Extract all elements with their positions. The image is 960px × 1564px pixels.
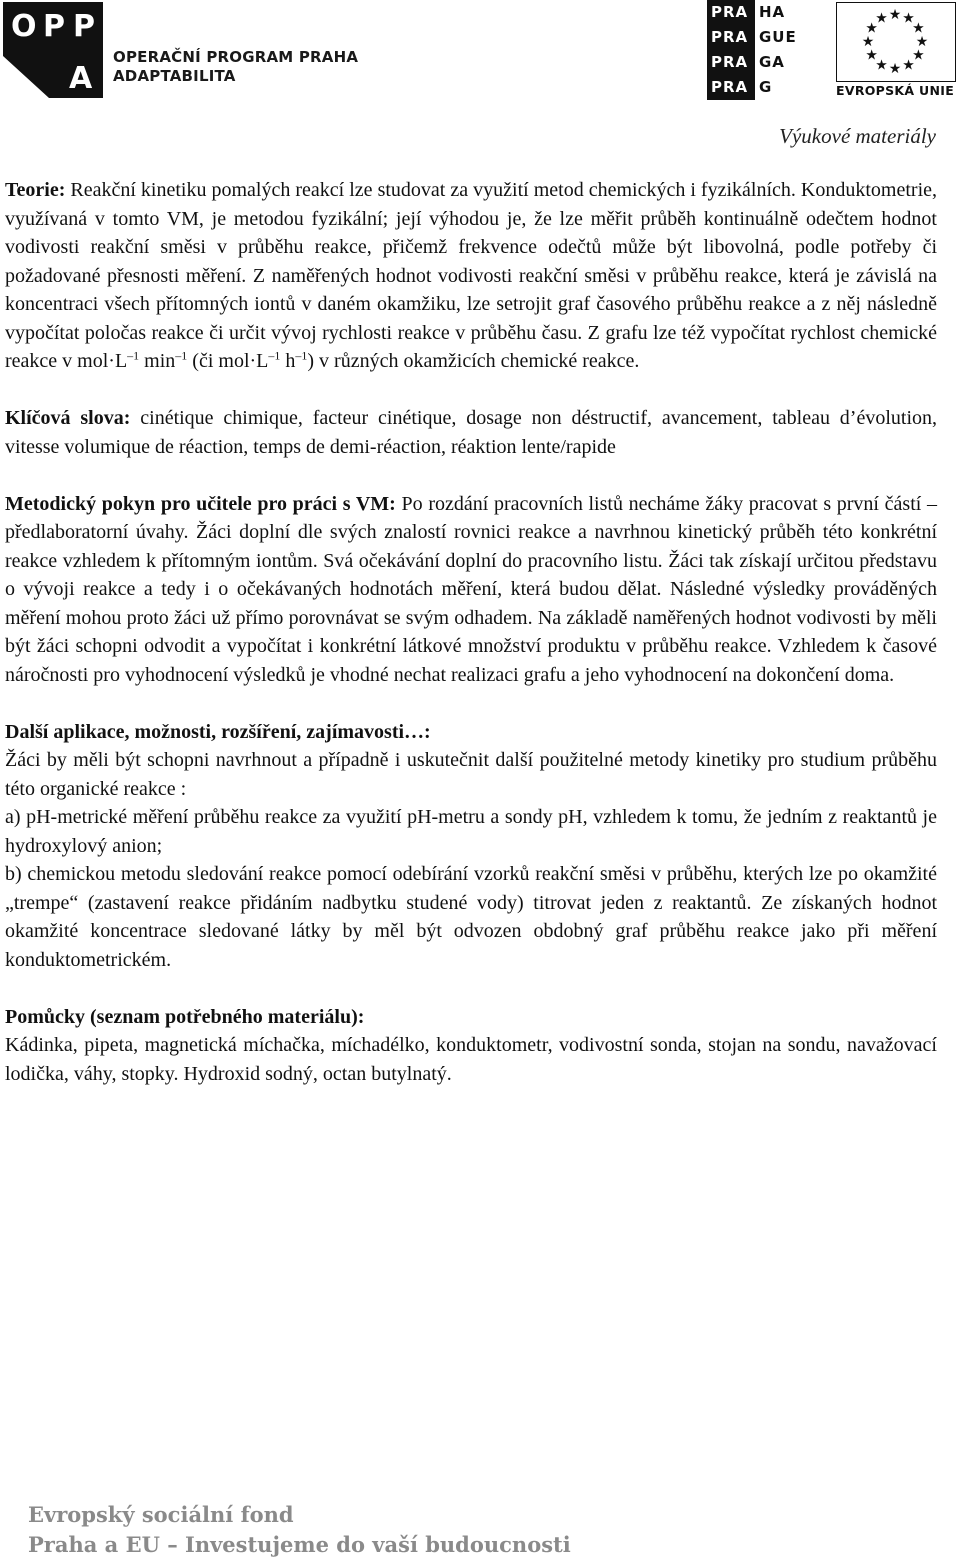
applications-label: Další aplikace, možnosti, rozšíření, zajímavosti…:	[5, 720, 431, 743]
applications-item-a: a) pH-metrické měření průběhu reakce za využití pH-metru a sondy pH, vzhledem k tomu, že jedním z reaktantů je hydroxylový anion;	[5, 806, 937, 857]
method-section	[5, 490, 937, 690]
document-type: Výukové materiály	[779, 124, 936, 148]
svg-text:O	[11, 9, 37, 44]
svg-text:A	[69, 61, 93, 96]
eu-star-icon: ★	[875, 10, 888, 27]
method-text: Po rozdání pracovních listů necháme žáky pracovat s první částí – předlaboratorní úvahy. Žáci doplní dle svých znalostí rovnici reakce a navrhnou kinetický průběh této konkrétní reakce vzhledem k přítomným iontům. Svá očekávání doplní do pracovního listu. Žáci tak získají určitou představu o vývoji reakce a tedy i o očekávaných hodnotách měření, která budou dělat. Následné výsledky prováděných měření mohou proto žáci už přímo porovnávat se svým odhadem. Na základě naměřených hodnot vodivosti by měli být žáci schopni odvodit a vypočítat i konkrétní látkové množství produktu v průběhu reakce. Vzhledem k časové náročnosti pro vyhodnocení výsledků je vhodné nechat realizaci grafu a jeho vyhodnocení na dokončení doma.	[5, 492, 937, 686]
eu-star-icon: ★	[915, 34, 929, 50]
eu-star-icon: ★	[865, 47, 878, 64]
eu-star-icon: ★	[912, 47, 925, 64]
theory-text: ) v různých okamžicích chemické reakce.	[307, 350, 640, 372]
praha-cell: PRA	[707, 50, 755, 75]
praha-cell: G	[755, 75, 803, 100]
footer	[28, 1500, 571, 1560]
opp-letter-o: O	[11, 9, 37, 44]
theory-text: min	[139, 350, 176, 372]
praha-cell: GUE	[755, 25, 803, 50]
praha-logo	[707, 0, 803, 100]
footer-line2: Praha a EU – Investujeme do vaší budoucnosti	[28, 1532, 571, 1557]
eu-label: EVROPSKÁ UNIE	[836, 83, 955, 98]
eu-star-icon: ★	[902, 57, 915, 74]
theory-text: h	[280, 350, 296, 372]
theory-text: (či mol·L	[187, 350, 269, 372]
eu-star-icon: ★	[865, 20, 878, 37]
applications-item-b: b) chemickou metodu sledování reakce pomocí odebírání vzorků reakční směsi v průběhu, kterých lze po okamžité „trempe“ (zastavení reakce přidáním nadbytku studené vody) titrovat jeden z reaktantů. Ze získaných hodnot okamžité koncentrace sledované látky by měl být odvozen obdobný graf průběhu reakce jako při měření konduktometrickém.	[5, 863, 937, 971]
praha-cell: PRA	[707, 25, 755, 50]
tools-section	[5, 1003, 937, 1089]
svg-text:P	[73, 9, 95, 44]
eu-star-icon: ★	[888, 7, 902, 23]
praha-cell: GA	[755, 50, 803, 75]
unit-exponent: –1	[127, 348, 140, 363]
unit-exponent: –1	[295, 348, 308, 363]
opp-title	[113, 48, 358, 86]
keywords-section	[5, 404, 937, 461]
svg-text:P	[43, 9, 65, 44]
eu-star-icon: ★	[875, 57, 888, 74]
opp-logo	[3, 2, 103, 98]
eu-star-icon: ★	[902, 10, 915, 27]
opp-letter-p2: P	[73, 9, 95, 44]
opp-letter-p1: P	[43, 9, 65, 44]
unit-exponent: –1	[175, 348, 188, 363]
theory-text: Reakční kinetiku pomalých reakcí lze studovat za využití metod chemických i fyzikálních. Konduktometrie, využívaná v tomto VM, je metodou fyzikální; její výhodou je, že lze měřit průběh kontinuálně odečtem hodnot vodivosti reakční směsi v průběhu reakce, přičemž frekvence odečtů může být libovolná, podle potřeby či požadované přesnosti měření. Z naměřených hodnot vodivosti reakční směsi v průběhu reakce, která je závislá na koncentraci všech přítomných iontů v daném okamžiku, lze setrojit graf časového průběhu reakce a z něj následně vypočítat poločas reakce či určit vývoj rychlosti reakce v průběhu času. Z grafu lze též vypočítat rychlost chemické reakce v mol·L	[5, 179, 937, 372]
eu-flag-icon	[836, 2, 956, 82]
tools-text: Kádinka, pipeta, magnetická míchačka, míchadélko, konduktometr, vodivostní sonda, stojan na sondu, navažovací lodička, váhy, stopky. Hydroxid sodný, octan butylnatý.	[5, 1034, 937, 1085]
document-body	[5, 176, 937, 1088]
unit-exponent: –1	[268, 348, 281, 363]
eu-star-icon: ★	[888, 61, 902, 77]
theory-section	[5, 176, 937, 376]
eu-star-icon: ★	[912, 20, 925, 37]
applications-intro: Žáci by měli být schopni navrhnout a případně i uskutečnit další použitelné metody kinetiky pro studium průběhu této organické reakce :	[5, 749, 937, 800]
praha-cell: HA	[755, 0, 803, 25]
opp-letter-a: A	[69, 61, 93, 96]
method-label: Metodický pokyn pro učitele pro práci s VM:	[5, 492, 396, 515]
praha-cell: PRA	[707, 75, 755, 100]
applications-section	[5, 718, 937, 975]
theory-label: Teorie:	[5, 179, 66, 201]
keywords-label: Klíčová slova:	[5, 407, 131, 429]
praha-cell: PRA	[707, 0, 755, 25]
keywords-text: cinétique chimique, facteur cinétique, dosage non déstructif, avancement, tableau d’évolution, vitesse volumique de réaction, temps de demi-réaction, réaktion lente/rapide	[5, 407, 938, 458]
opp-title-line1: OPERAČNÍ PROGRAM PRAHA	[113, 48, 359, 66]
opp-title-line2: ADAPTABILITA	[113, 67, 236, 85]
tools-label: Pomůcky (seznam potřebného materiálu):	[5, 1005, 365, 1028]
eu-star-icon: ★	[861, 34, 875, 50]
footer-line1: Evropský sociální fond	[28, 1502, 294, 1527]
